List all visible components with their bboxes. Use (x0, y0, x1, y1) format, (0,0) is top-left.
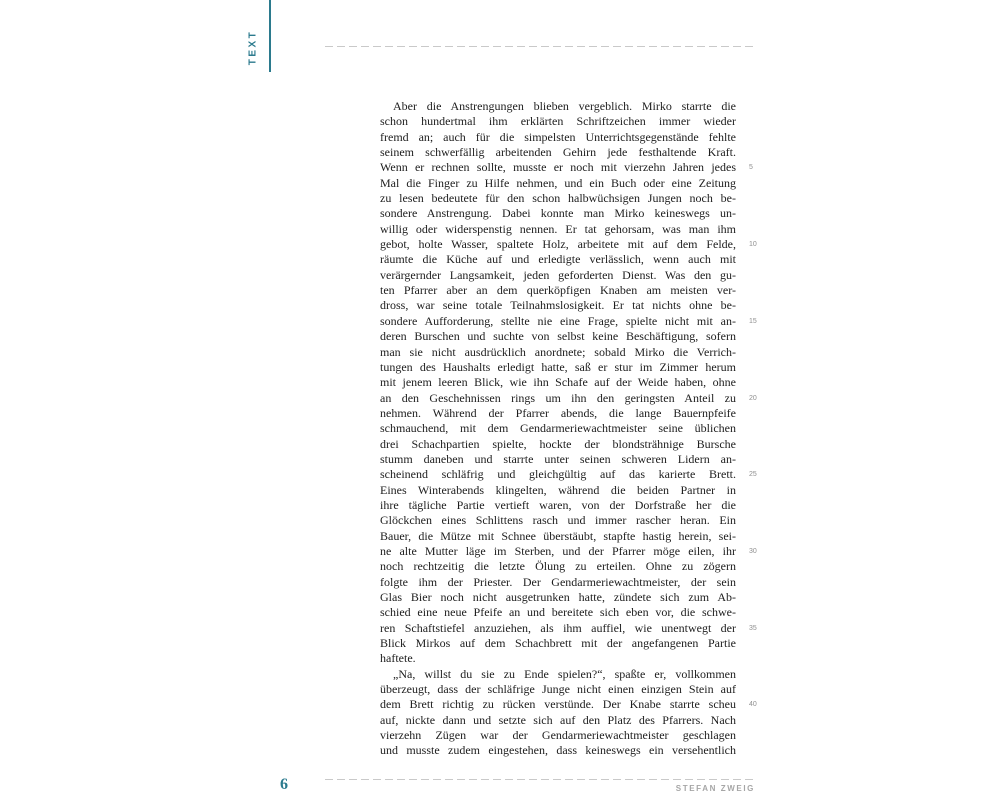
text-line: ne alte Mutter läge im Sterben, und der Pfarrer möge eilen, ihr 30 (380, 543, 757, 558)
text-line: schmauchend, mit dem Gendarmeriewachtmeister seine üblichen (380, 421, 736, 436)
text-line: überzeugt, dass der schläfrige Junge nicht einen einzigen Stein auf (380, 682, 736, 697)
text-line: schied eine neue Pfeife an und bereitete sich eben vor, die schwe- (380, 605, 736, 620)
bottom-divider (325, 779, 755, 780)
text-line: noch rechtzeitig die letzte Ölung zu erteilen. Ohne zu zögern (380, 559, 736, 574)
text-line: nehmen. Während der Pfarrer abends, die lange Bauernpfeife (380, 405, 736, 420)
text-line: Eines Winterabends klingelten, während die beiden Partner in (380, 482, 736, 497)
text-line: auf, nickte dann und setzte sich auf den Platz des Pfarrers. Nach (380, 712, 736, 727)
text-line: deren Burschen und suchte von selbst keine Beschäftigung, sofern (380, 329, 736, 344)
line-number: 20 (749, 394, 757, 402)
text-line: scheinend schläfrig und gleichgültig auf das karierte Brett. 25 (380, 467, 757, 482)
text-line: gebot, holte Wasser, spaltete Holz, arbeitete mit auf dem Felde, 10 (380, 237, 757, 252)
text-line: haftete. (380, 651, 416, 666)
text-line: fremd an; auch für die simpelsten Unterrichtsgegenstände fehlte (380, 129, 736, 144)
text-line: ten Pfarrer aber an dem querköpfigen Knaben am meisten ver- (380, 283, 736, 298)
text-line: Glöckchen eines Schlittens rasch und immer rascher heran. Ein (380, 513, 736, 528)
text-line: Aber die Anstrengungen blieben vergeblich. Mirko starrte die (393, 99, 736, 113)
author-name: STEFAN ZWEIG (675, 784, 755, 793)
text-line: dem Brett richtig zu rücken verstünde. Der Knabe starrte scheu 40 (380, 697, 757, 712)
text-line: Mal die Finger zu Hilfe nehmen, und ein Buch oder eine Zeitung (380, 175, 736, 190)
text-line: willig oder widerspenstig nennen. Er tat gehorsam, was man ihm (380, 221, 736, 236)
text-line: „Na, willst du sie zu Ende spielen?“, spaßte er, vollkommen (393, 666, 736, 681)
text-line: schon hundertmal ihm erklärten Schriftzeichen immer wieder (380, 114, 736, 129)
text-line: an den Geschehnissen rings um ihn den geringsten Anteil zu 20 (380, 390, 757, 405)
text-line: Bauer, die Mütze mit Schnee überstäubt, stapfte hastig herein, sei- (380, 528, 736, 543)
text-line: ren Schaftstiefel anzuziehen, als ihm auffiel, wie unentwegt der 35 (380, 620, 757, 635)
text-line: tungen des Haushalts erledigt hatte, saß er stur im Zimmer herum (380, 359, 736, 374)
text-line: dross, war seine totale Teilnahmslosigkeit. Er tat nichts ohne be- (380, 298, 736, 313)
text-line: seinem schwerfällig arbeitenden Gehirn jede festhaltende Kraft. (380, 145, 736, 160)
text-line: räumte die Küche auf und erledigte verlässlich, wenn auch mit (380, 252, 736, 267)
page-number: 6 (280, 776, 288, 793)
text-line: zu lesen bedeutete für den schon halbwüchsigen Jungen noch be- (380, 191, 736, 206)
text-line: vierzehn Zügen war der Gendarmeriewachtmeister geschlagen (380, 728, 736, 743)
text-line: Wenn er rechnen sollte, musste er noch mit vierzehn Jahren jedes 5 (380, 160, 753, 175)
line-number: 5 (749, 164, 753, 172)
text-line: stumm daneben und starrte unter seinen schweren Lidern an- (380, 451, 736, 466)
section-label: TEXT (247, 29, 259, 66)
line-number: 35 (749, 624, 757, 632)
text-line: verärgernder Langsamkeit, jeden geforderten Dienst. Was den gu- (380, 267, 736, 282)
line-number: 25 (749, 471, 757, 479)
text-line: sondere Anstrengung. Dabei konnte man Mirko keineswegs un- (380, 206, 736, 221)
text-block (380, 99, 757, 759)
text-line: drei Schachpartien spielte, hockte der blondsträhnige Bursche (380, 436, 736, 451)
text-line: man sie nicht ausdrücklich anordnete; sobald Mirko die Verrich- (380, 344, 736, 359)
accent-rule (269, 0, 271, 72)
text-line: sondere Aufforderung, stellte nie eine Frage, spielte nicht mit an- 15 (380, 313, 757, 328)
text-line: und musste zudem eingestehen, dass keineswegs ein versehentlich (380, 743, 736, 758)
text-line: ihre tägliche Partie vertieft waren, von der Dorfstraße her die (380, 497, 736, 512)
text-line: Blick Mirkos auf dem Schachbrett mit der angefangenen Partie (380, 636, 736, 651)
top-divider (325, 46, 755, 47)
text-line: folgte ihm der Priester. Der Gendarmeriewachtmeister, der sein (380, 574, 736, 589)
line-number: 40 (749, 701, 757, 709)
line-number: 10 (749, 241, 757, 249)
text-line: Glas Bier noch nicht ausgetrunken hatte, zündete sich zum Ab- (380, 590, 736, 604)
line-number: 15 (749, 317, 757, 325)
text-line: mit jenem leeren Blick, wie ihn Schafe auf der Weide haben, ohne (380, 375, 736, 390)
line-number: 30 (749, 547, 757, 555)
